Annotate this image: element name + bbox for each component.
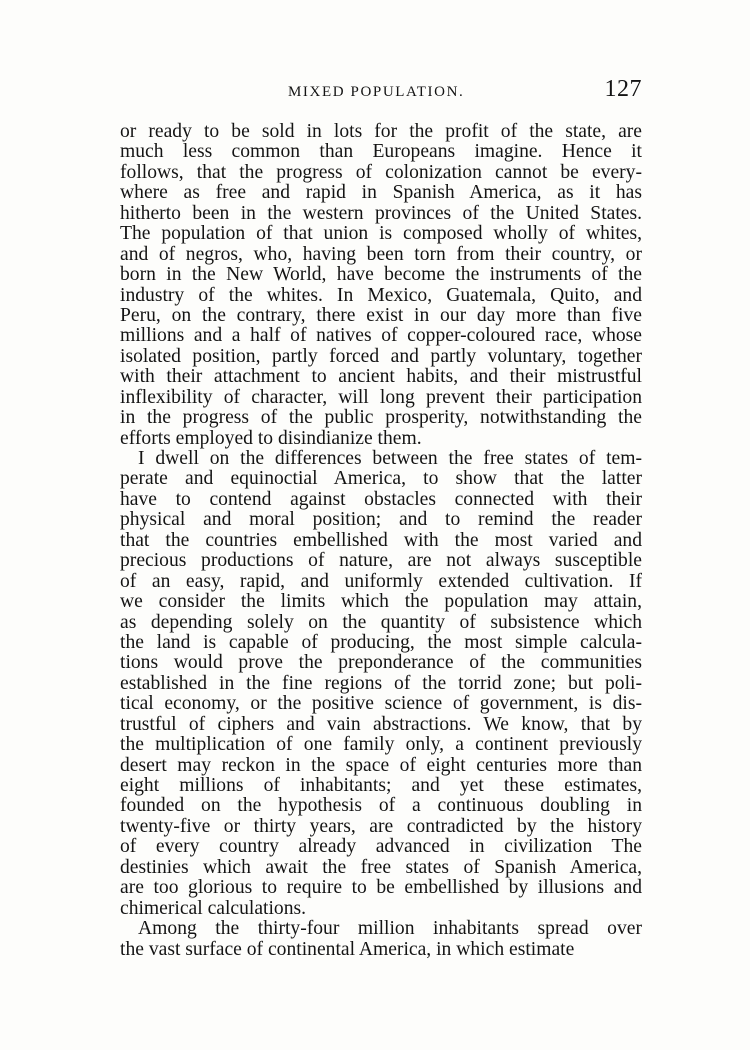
text-line: much less common than Europeans imagine. Hence it: [120, 142, 642, 163]
text-line: as depending solely on the quantity of subsistence which: [120, 612, 642, 633]
text-line: chimerical calculations.: [120, 898, 307, 919]
text-line: Among the thirty-four million inhabitants spread over: [138, 919, 642, 940]
text-line: established in the fine regions of the torrid zone; but poli-: [120, 673, 642, 694]
running-head: [120, 76, 642, 106]
text-line: tical economy, or the positive science of government, is dis-: [120, 694, 642, 715]
text-line: of an easy, rapid, and uniformly extended cultivation. If: [120, 571, 642, 592]
text-line: of every country already advanced in civilization The: [120, 837, 642, 858]
text-line: The population of that union is composed wholly of whites,: [120, 224, 642, 245]
text-line: or ready to be sold in lots for the profit of the state, are: [120, 122, 642, 142]
text-line: physical and moral position; and to remind the reader: [120, 510, 642, 531]
text-line: precious productions of nature, are not always susceptible: [120, 551, 642, 572]
text-line: desert may reckon in the space of eight centuries more than: [120, 755, 642, 776]
text-line: in the progress of the public prosperity, notwithstanding the: [120, 408, 642, 429]
text-line: efforts employed to disindianize them.: [120, 428, 422, 449]
text-line: perate and equinoctial America, to show that the latter: [120, 469, 642, 490]
text-line: isolated position, partly forced and partly voluntary, together: [120, 346, 642, 367]
text-line: the multiplication of one family only, a continent previously: [120, 735, 642, 756]
text-line: Peru, on the contrary, there exist in our day more than five: [120, 305, 642, 326]
text-line: with their attachment to ancient habits, and their mistrustful: [120, 367, 642, 388]
text-line: hitherto been in the western provinces of the United States.: [120, 203, 642, 224]
running-title: MIXED POPULATION.: [288, 84, 465, 100]
text-line: I dwell on the differences between the free states of tem-: [138, 449, 642, 469]
text-line: inflexibility of character, will long prevent their participation: [120, 387, 642, 408]
text-line: founded on the hypothesis of a continuous doubling in: [120, 796, 642, 817]
text-line: millions and a half of natives of copper-coloured race, whose: [120, 326, 642, 347]
text-line: tions would prove the preponderance of the communities: [120, 653, 642, 674]
text-line: industry of the whites. In Mexico, Guatemala, Quito, and: [120, 285, 642, 306]
paragraph: [120, 122, 642, 449]
text-line: we consider the limits which the population may attain,: [120, 592, 642, 613]
text-line: where as free and rapid in Spanish America, as it has: [120, 183, 642, 204]
paragraph: [120, 919, 642, 960]
text-line: twenty-five or thirty years, are contradicted by the history: [120, 816, 642, 837]
text-line: destinies which await the free states of Spanish America,: [120, 857, 642, 878]
text-line: are too glorious to require to be embellished by illusions and: [120, 878, 642, 899]
text-line: have to contend against obstacles connected with their: [120, 489, 642, 510]
page-number: 127: [604, 76, 642, 102]
text-line: born in the New World, have become the instruments of the: [120, 265, 642, 286]
text-line: trustful of ciphers and vain abstractions. We know, that by: [120, 714, 642, 735]
text-line: that the countries embellished with the most varied and: [120, 530, 642, 551]
text-line: the vast surface of continental America, in which estimate: [120, 939, 575, 960]
text-line: follows, that the progress of colonization cannot be every-: [120, 162, 642, 183]
text-line: eight millions of inhabitants; and yet these estimates,: [120, 776, 642, 796]
text-line: the land is capable of producing, the most simple calcula-: [120, 632, 642, 653]
body-text: [120, 122, 642, 960]
paragraph: [120, 449, 642, 919]
text-line: and of negros, who, having been torn from their country, or: [120, 244, 642, 265]
